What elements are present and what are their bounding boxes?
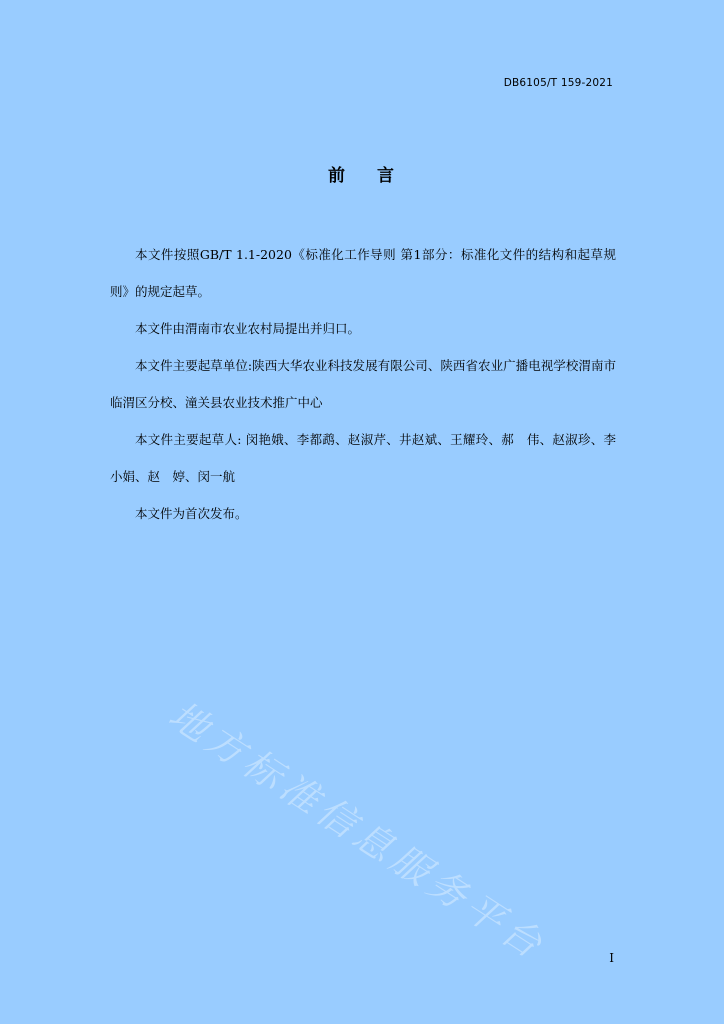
section-title bbox=[0, 161, 724, 186]
page-number: I bbox=[609, 951, 614, 965]
watermark: 地方标准信息服务平台 bbox=[161, 692, 555, 970]
document-code: DB6105/T 159-2021 bbox=[503, 77, 613, 89]
paragraph-drafters: 本文件主要起草人: 闵艳娥、李都鹉、赵淑芹、井赵斌、王耀玲、郝 伟、赵淑珍、李小娟、赵 婷、闵一航 bbox=[110, 432, 616, 484]
paragraph-drafting-units: 本文件主要起草单位:陕西大华农业科技发展有限公司、陕西省农业广播电视学校渭南市临渭区分校、潼关县农业技术推广中心 bbox=[110, 358, 616, 410]
paragraph-proposer: 本文件由渭南市农业农村局提出并归口。 bbox=[135, 321, 361, 336]
paragraph-first-release: 本文件为首次发布。 bbox=[135, 506, 248, 521]
paragraph-drafting-rules: 本文件按照GB/T 1.1-2020《标准化工作导则 第1部分：标准化文件的结构和起草规则》的规定起草。 bbox=[110, 247, 616, 299]
title-char-2: 言 bbox=[377, 166, 396, 186]
title-char-1: 前 bbox=[328, 166, 347, 186]
foreword-body bbox=[110, 236, 616, 532]
